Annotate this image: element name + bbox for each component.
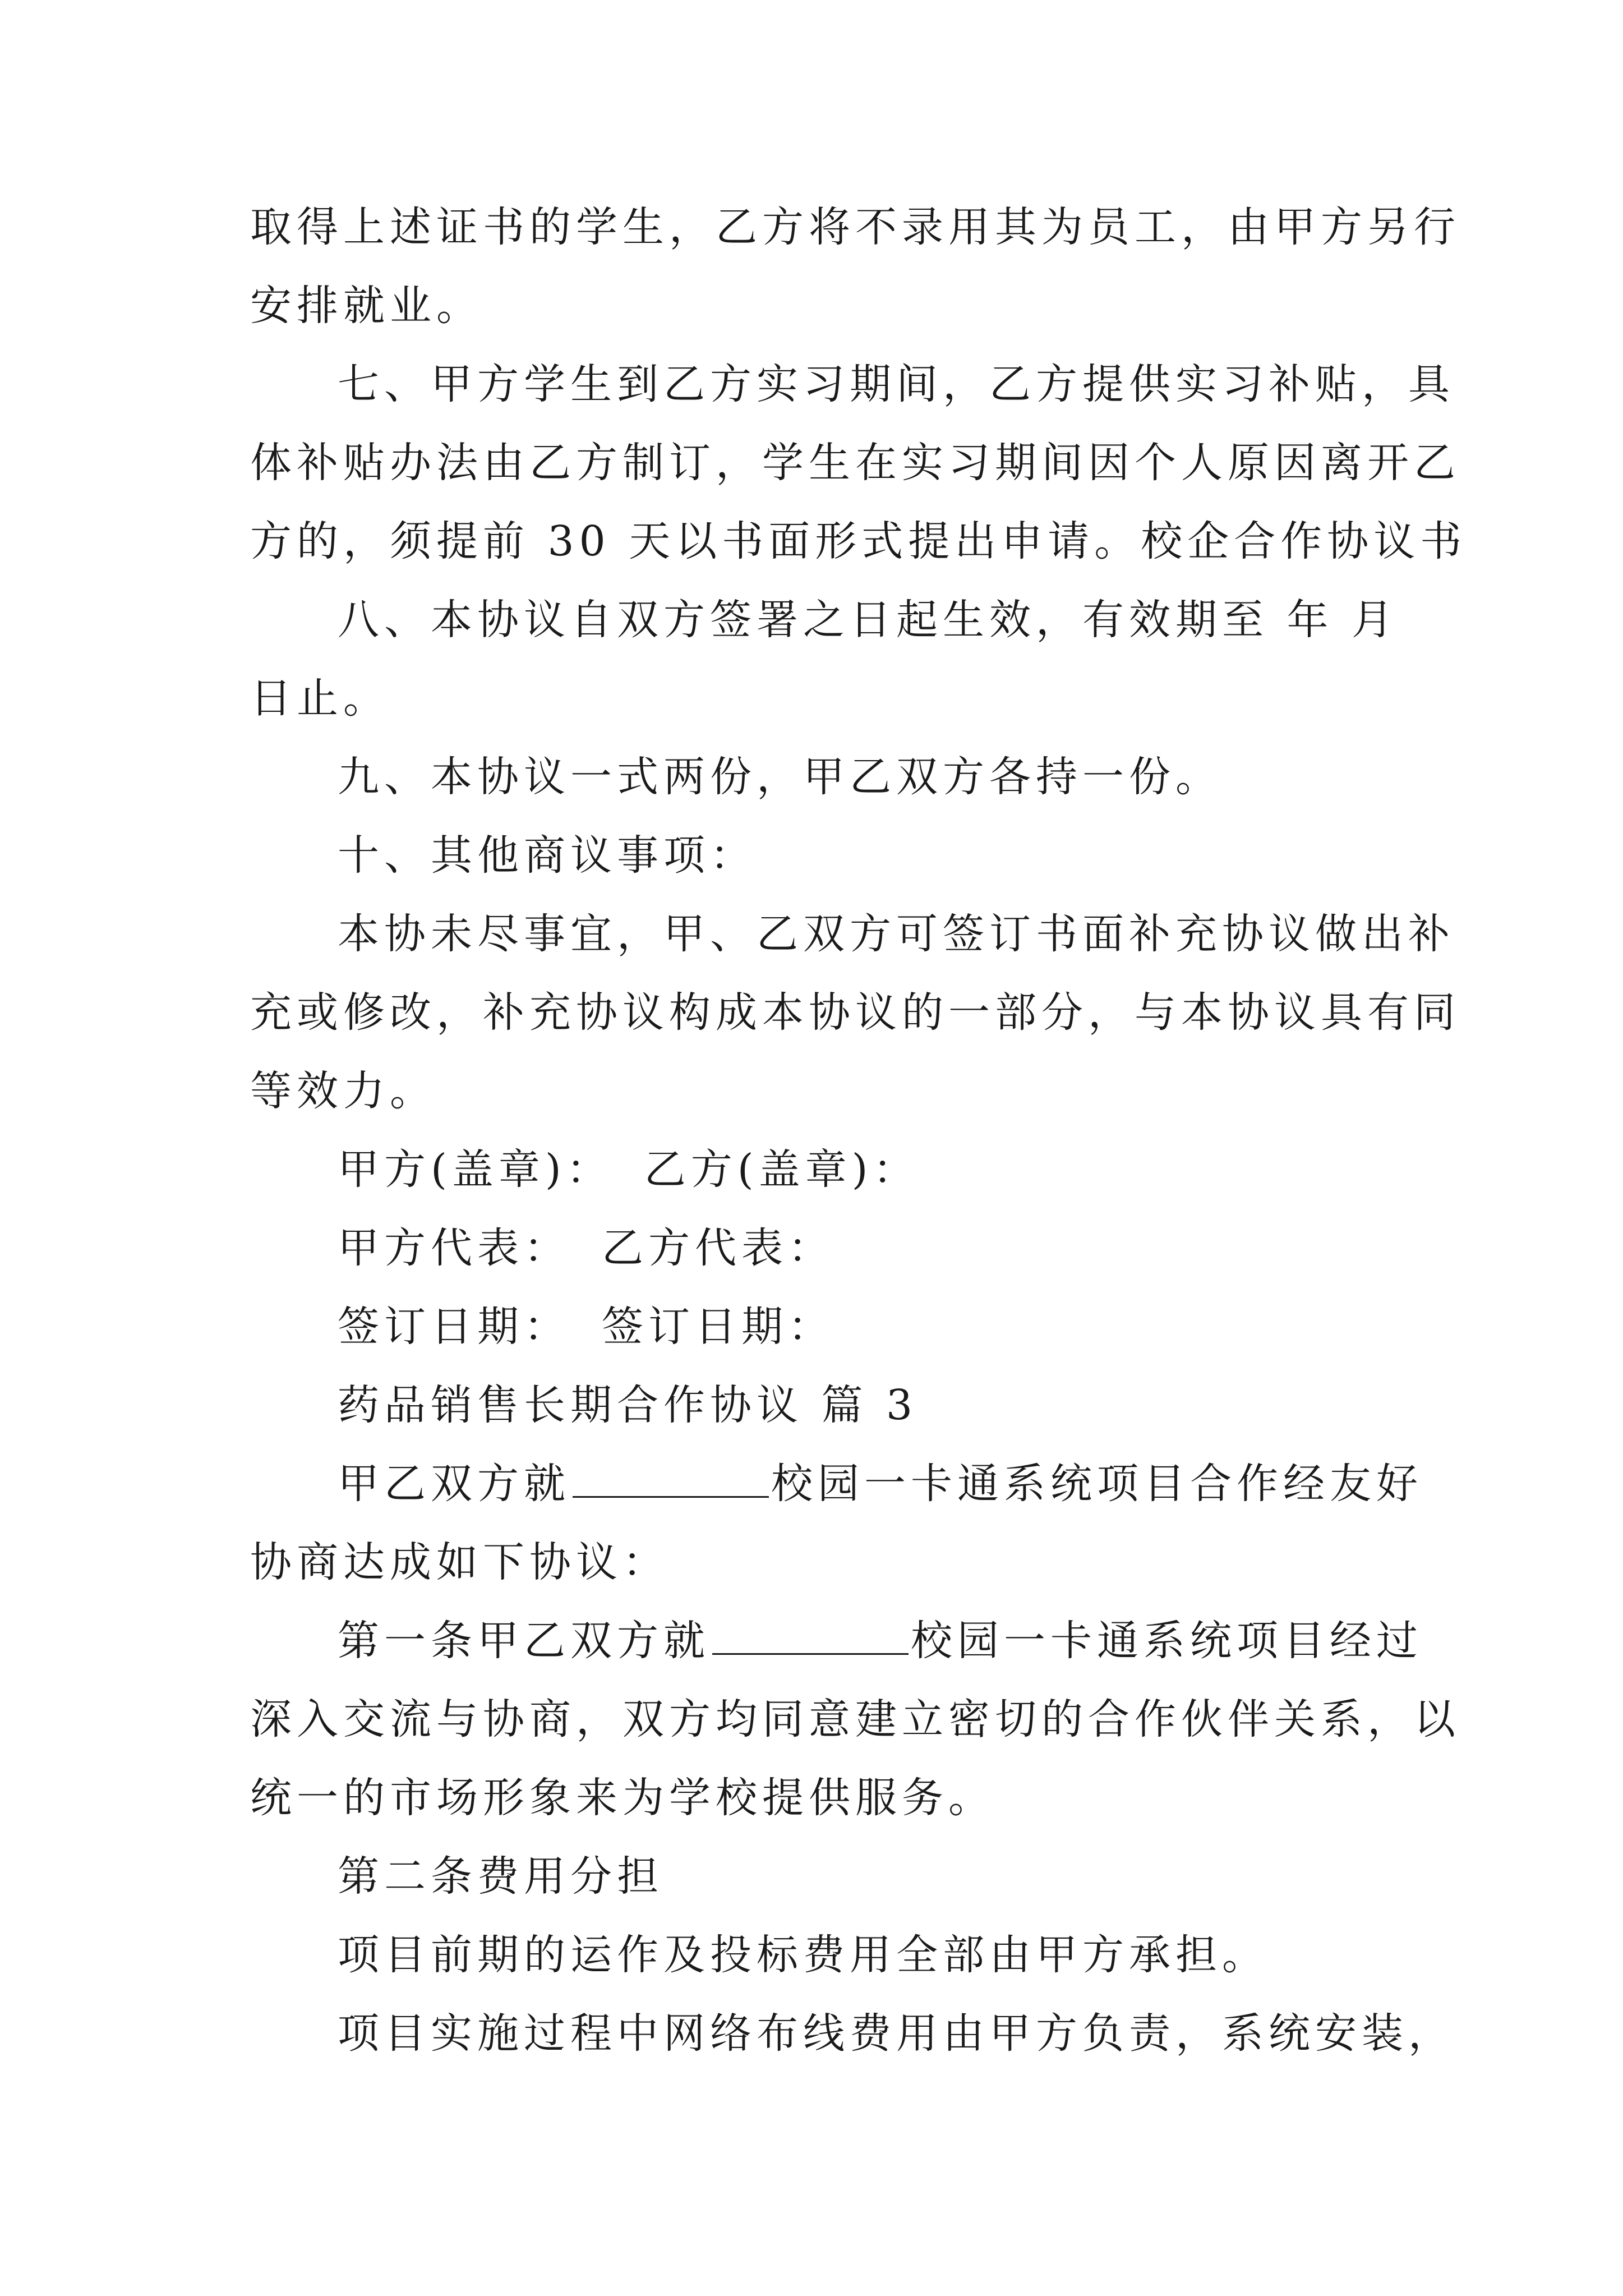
paragraph-line: 七、甲方学生到乙方实习期间，乙方提供实习补贴，具 (338, 360, 1455, 408)
text-before-blank: 第一条甲乙双方就 (338, 1617, 710, 1665)
signature-seal-line (338, 1142, 1482, 1198)
paragraph-line: 统一的市场形象来为学校提供服务。 (250, 1774, 995, 1822)
paragraph-line: 体补贴办法由乙方制订，学生在实习期间因个人原因离开乙 (250, 439, 1460, 487)
signature-rep-line (338, 1220, 1482, 1276)
paragraph-line: 取得上述证书的学生，乙方将不录用其为员工，由甲方另行 (250, 203, 1460, 251)
paragraph-line: 项目实施过程中网络布线费用由甲方负责，系统安装， (338, 2009, 1455, 2058)
party-b-rep-label: 乙方代表： (602, 1224, 834, 1272)
party-b-seal-label: 乙方(盖章)： (644, 1145, 920, 1194)
paragraph-line: 等效力。 (250, 1067, 436, 1115)
paragraph-line-with-blank (338, 1456, 1482, 1512)
paragraph-line: 方的，须提前 30 天以书面形式提出申请。校企合作协议书 (250, 517, 1467, 565)
paragraph-line: 日止。 (250, 674, 390, 723)
fill-in-blank (712, 1619, 909, 1655)
paragraph-line: 安排就业。 (250, 282, 483, 330)
fill-in-blank (573, 1462, 769, 1498)
text-before-blank: 甲乙双方就 (338, 1460, 570, 1508)
text-after-blank: 校园一卡通系统项目经过 (911, 1617, 1423, 1665)
paragraph-line: 十、其他商议事项： (338, 831, 757, 880)
paragraph-line: 协商达成如下协议： (250, 1538, 669, 1586)
sign-date-a-label: 签订日期： (338, 1303, 570, 1351)
party-a-rep-label: 甲方代表： (338, 1224, 570, 1272)
article-heading: 第二条费用分担 (338, 1852, 663, 1901)
paragraph-line: 九、本协议一式两份，甲乙双方各持一份。 (338, 753, 1222, 801)
paragraph-line: 充或修改，补充协议构成本协议的一部分，与本协议具有同 (250, 988, 1460, 1037)
paragraph-line: 深入交流与协商，双方均同意建立密切的合作伙伴关系，以 (250, 1695, 1460, 1743)
party-a-seal-label: 甲方(盖章)： (338, 1145, 613, 1194)
signature-date-line (338, 1299, 1482, 1355)
sign-date-b-label: 签订日期： (602, 1303, 834, 1351)
section-heading: 药品销售长期合作协议 篇 3 (338, 1381, 918, 1429)
paragraph-line: 本协未尽事宜，甲、乙双方可签订书面补充协议做出补 (338, 910, 1455, 958)
paragraph-line-with-blank (338, 1613, 1482, 1669)
paragraph-line: 八、本协议自双方签署之日起生效，有效期至 年 月 (338, 596, 1399, 644)
paragraph-line: 项目前期的运作及投标费用全部由甲方承担。 (338, 1931, 1269, 1979)
text-after-blank: 校园一卡通系统项目合作经友好 (771, 1460, 1423, 1508)
